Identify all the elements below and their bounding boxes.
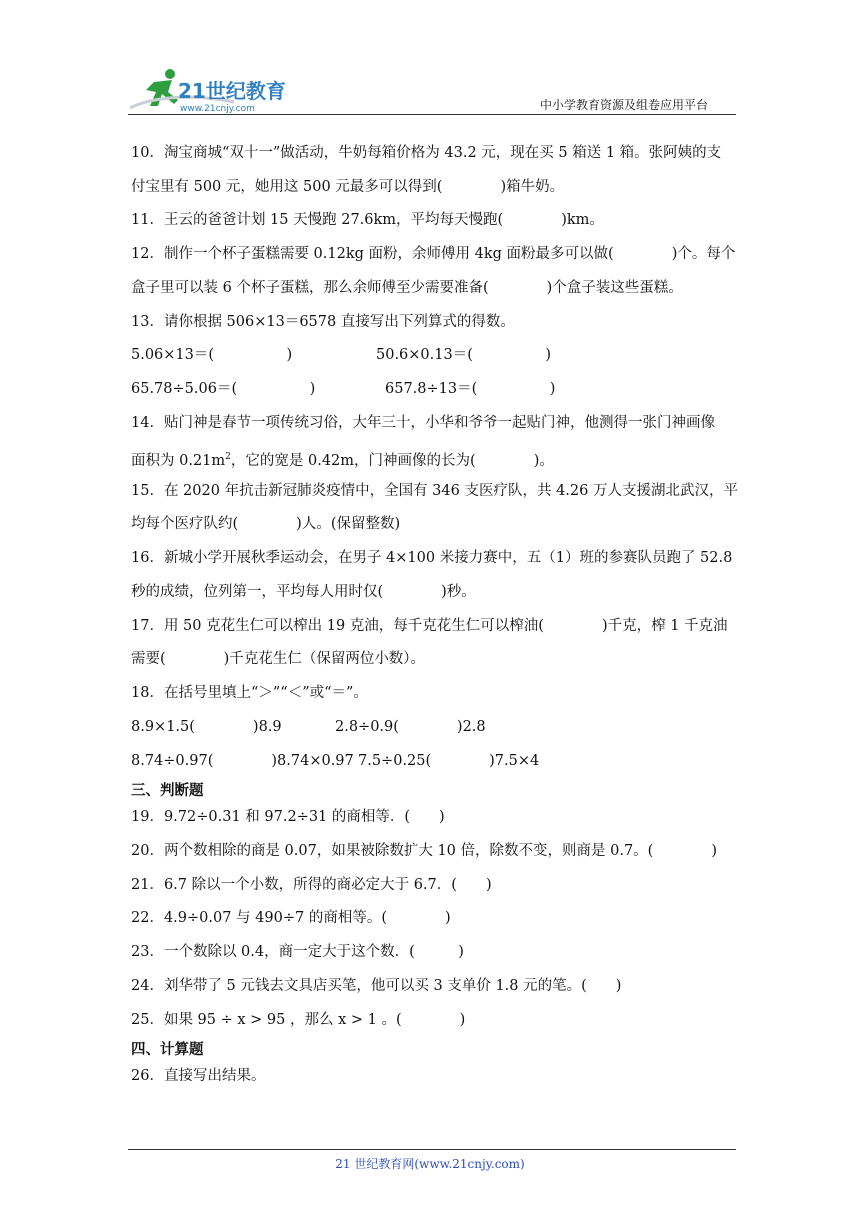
question-26: 26．直接写出结果。 (131, 1068, 266, 1084)
question-18-item-1: 8.9×1.5( )8.9 (131, 719, 282, 735)
question-10-line-2: 付宝里有 500 元，她用这 500 元最多可以得到( )箱牛奶。 (131, 179, 565, 195)
question-22: 22．4.9÷0.07 与 490÷7 的商相等。( ) (131, 910, 451, 926)
question-10-line-1: 10．淘宝商城“双十一”做活动，牛奶每箱价格为 43.2 元，现在买 5 箱送 1 箱。张阿姨的支 (131, 145, 722, 161)
question-18-item-4: 7.5÷0.25( )7.5×4 (358, 753, 540, 769)
question-19: 19．9.72÷0.31 和 97.2÷31 的商相等．( ) (131, 809, 445, 825)
question-14-line-1: 14．贴门神是春节一项传统习俗，大年三十，小华和爷爷一起贴门神，他测得一张门神画像 (131, 415, 715, 431)
question-13-item-1: 5.06×13＝( ) (131, 347, 293, 363)
question-21: 21．6.7 除以一个小数，所得的商必定大于 6.7．( ) (131, 877, 492, 893)
section-calculation-title: 四、计算题 (131, 1042, 204, 1058)
section-judgement-title: 三、判断题 (131, 783, 204, 799)
question-18-item-3: 8.74÷0.97( )8.74×0.97 (131, 753, 354, 769)
svg-text:www.21cnjy.com: www.21cnjy.com (180, 104, 255, 114)
site-logo (124, 66, 294, 114)
question-11: 11．王云的爸爸计划 15 天慢跑 27.6km，平均每天慢跑( )km。 (131, 212, 604, 228)
question-18-item-2: 2.8÷0.9( )2.8 (335, 719, 486, 735)
question-16-line-2: 秒的成绩，位列第一，平均每人用时仅( )秒。 (131, 584, 476, 600)
question-13-item-3: 65.78÷5.06＝( ) (131, 381, 316, 397)
question-17-line-1: 17．用 50 克花生仁可以榨出 19 克油，每千克花生仁可以榨油( )千克，榨 1 千克油 (131, 618, 728, 634)
footer-link[interactable]: 21 世纪教育网(www.21cnjy.com) (335, 1157, 525, 1171)
question-15-line-1: 15．在 2020 年抗击新冠肺炎疫情中，全国有 346 支医疗队，共 4.26 万人支援湖北武汉，平 (131, 483, 738, 499)
svg-text:21世纪教育: 21世纪教育 (178, 79, 286, 103)
question-17-line-2: 需要( )千克花生仁（保留两位小数）。 (131, 651, 426, 667)
question-14-line-2: 面积为 $0.21m^2$，它的宽是 0.42m，门神画像的长为( )。 (131, 452, 554, 469)
question-13-item-2: 50.6×0.13＝( ) (376, 347, 552, 363)
question-16-line-1: 16．新城小学开展秋季运动会，在男子 4×100 米接力赛中，五（1）班的参赛队员跑了 52.8 (131, 550, 733, 566)
question-12-line-1: 12．制作一个杯子蛋糕需要 0.12kg 面粉，余师傅用 4kg 面粉最多可以做( )个。每个 (131, 246, 736, 262)
question-24: 24．刘华带了 5 元钱去文具店买笔，他可以买 3 支单价 1.8 元的笔。( ) (131, 978, 622, 994)
question-23: 23．一个数除以 0.4，商一定大于这个数．( ) (131, 944, 464, 960)
question-18: 18．在括号里填上“＞”“＜”或“＝”。 (131, 685, 368, 701)
question-25: 25．如果 95 ÷ x > 95 ，那么 x > 1 。( ) (131, 1012, 466, 1028)
question-13-item-4: 657.8÷13＝( ) (385, 381, 556, 397)
platform-name: 中小学教育资源及组卷应用平台 (540, 98, 709, 112)
question-15-line-2: 均每个医疗队约( )人。(保留整数) (131, 516, 401, 532)
footer-divider (128, 1149, 736, 1150)
question-20: 20．两个数相除的商是 0.07，如果被除数扩大 10 倍，除数不变，则商是 0.7。( ) (131, 843, 717, 859)
question-12-line-2: 盒子里可以装 6 个杯子蛋糕，那么余师傅至少需要准备( )个盒子装这些蛋糕。 (131, 280, 683, 296)
header-divider (128, 114, 736, 115)
question-13: 13．请你根据 506×13＝6578 直接写出下列算式的得数。 (131, 314, 515, 330)
